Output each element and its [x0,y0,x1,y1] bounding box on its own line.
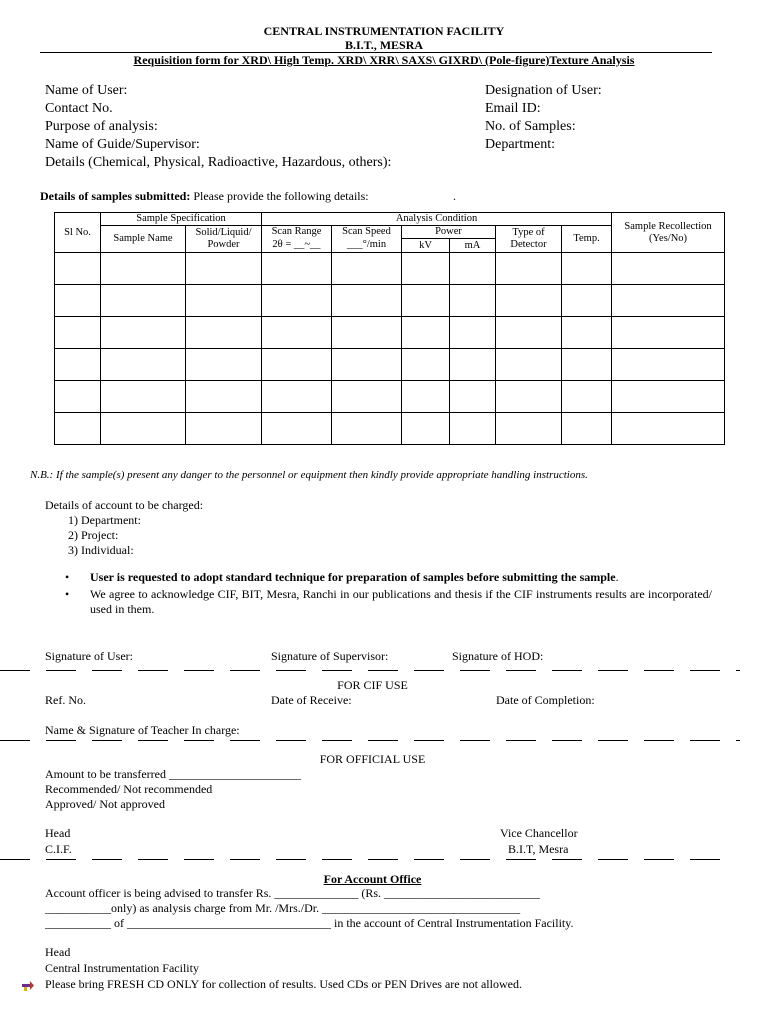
col-sample-name: Sample Name [101,226,186,253]
nb-note: N.B.: If the sample(s) present any danger to the personnel or equipment then kindly provide appropriate handling instructions. [30,469,588,481]
cif-ref-no: Ref. No. [45,693,86,707]
col-sample-recollection: Sample Recollection (Yes/No) [612,213,725,253]
table-row[interactable] [55,317,725,349]
field-department: Department: [485,137,555,152]
bullet-icon: • [65,570,70,584]
account-office-title: For Account Office [323,872,422,886]
col-scan-speed: Scan Speed [332,226,402,239]
cif-use-title: FOR CIF USE [337,678,408,692]
note-acknowledge: We agree to acknowledge CIF, BIT, Mesra, Ranchi in our publications and thesis if the CIF instruments results are incorporated/ used in them. [90,587,712,616]
official-bit: B.I.T, Mesra [508,842,569,856]
note-period: . [615,570,619,584]
col-scan-range: Scan Range [262,226,332,239]
form-title: Requisition form for XRD\ High Temp. XRD\ XRR\ SAXS\ GIXRD\ (Pole-figure)Texture Analysis [133,53,635,67]
field-no-samples: No. of Samples: [485,119,576,134]
col-sl-no: Sl No. [55,213,101,253]
official-cif: C.I.F. [45,842,72,856]
official-use-title: FOR OFFICIAL USE [319,752,426,766]
account-office-head: Head [45,945,71,959]
col-power: Power [402,226,496,239]
cut-line [0,859,725,860]
col-scan-range-unit: 2θ = __~__ [262,239,332,253]
col-ma: mA [450,239,496,253]
note-sample-prep: User is requested to adopt standard technique for preparation of samples before submitting the sample [90,570,616,584]
col-scan-speed-unit: ___°/min [332,239,402,253]
official-amount: Amount to be transferred ______________________ [45,767,301,781]
account-item-project: 2) Project: [68,528,119,542]
col-detector-type: Type of Detector [496,226,562,253]
list-item [62,570,712,585]
table-row[interactable] [55,413,725,445]
pointer-hand-icon [21,978,35,992]
account-office-cif: Central Instrumentation Facility [45,961,199,975]
group-sample-spec: Sample Specification [101,213,262,226]
field-contact-no: Contact No. [45,101,113,116]
official-approved: Approved/ Not approved [45,797,165,811]
cif-teacher-signature: Name & Signature of Teacher In charge: [45,723,240,737]
account-office-line1: Account officer is being advised to transfer Rs. ______________ (Rs. __________________________ [45,886,541,900]
account-office-line2: ___________only) as analysis charge from Mr. /Mrs./Dr. _________________________________ [45,901,521,915]
table-row[interactable] [55,381,725,413]
final-note: Please bring FRESH CD ONLY for collection of results. Used CDs or PEN Drives are not allowed. [45,977,522,991]
cif-date-completion: Date of Completion: [496,693,595,707]
table-row[interactable] [55,285,725,317]
official-vc: Vice Chancellor [500,826,578,840]
signature-user: Signature of User: [45,649,133,663]
cut-line [0,740,740,741]
field-designation: Designation of User: [485,83,602,98]
notes-list [62,570,712,619]
samples-heading [40,189,369,204]
col-kv: kV [402,239,450,253]
samples-dot: . [453,189,456,203]
cif-date-receive: Date of Receive: [271,693,352,707]
samples-text: Please provide the following details: [193,189,369,203]
field-purpose: Purpose of analysis: [45,119,158,134]
col-solid-liquid-powder: Solid/Liquid/ Powder [186,226,262,253]
field-details: Details (Chemical, Physical, Radioactive, Hazardous, others): [45,155,392,170]
bullet-icon: • [65,587,70,601]
samples-table [54,212,725,445]
account-item-individual: 3) Individual: [68,543,134,557]
institute-name: B.I.T., MESRA [344,38,424,52]
official-recommended: Recommended/ Not recommended [45,782,213,796]
col-temp: Temp. [562,226,612,253]
samples-label: Details of samples submitted: [40,189,191,203]
signature-supervisor: Signature of Supervisor: [271,649,389,663]
table-row[interactable] [55,349,725,381]
account-title: Details of account to be charged: [45,498,204,512]
field-name-of-user: Name of User: [45,83,128,98]
account-office-line3: ___________ of __________________________________ in the account of Central Instrumentation Facility. [45,916,574,930]
group-analysis-condition: Analysis Condition [262,213,612,226]
list-item [62,587,712,617]
field-guide: Name of Guide/Supervisor: [45,137,200,152]
org-title: CENTRAL INSTRUMENTATION FACILITY [263,24,505,38]
table-row[interactable] [55,253,725,285]
account-item-department: 1) Department: [68,513,141,527]
official-head: Head [45,826,71,840]
field-email: Email ID: [485,101,541,116]
cut-line [0,670,740,671]
signature-hod: Signature of HOD: [452,649,544,663]
